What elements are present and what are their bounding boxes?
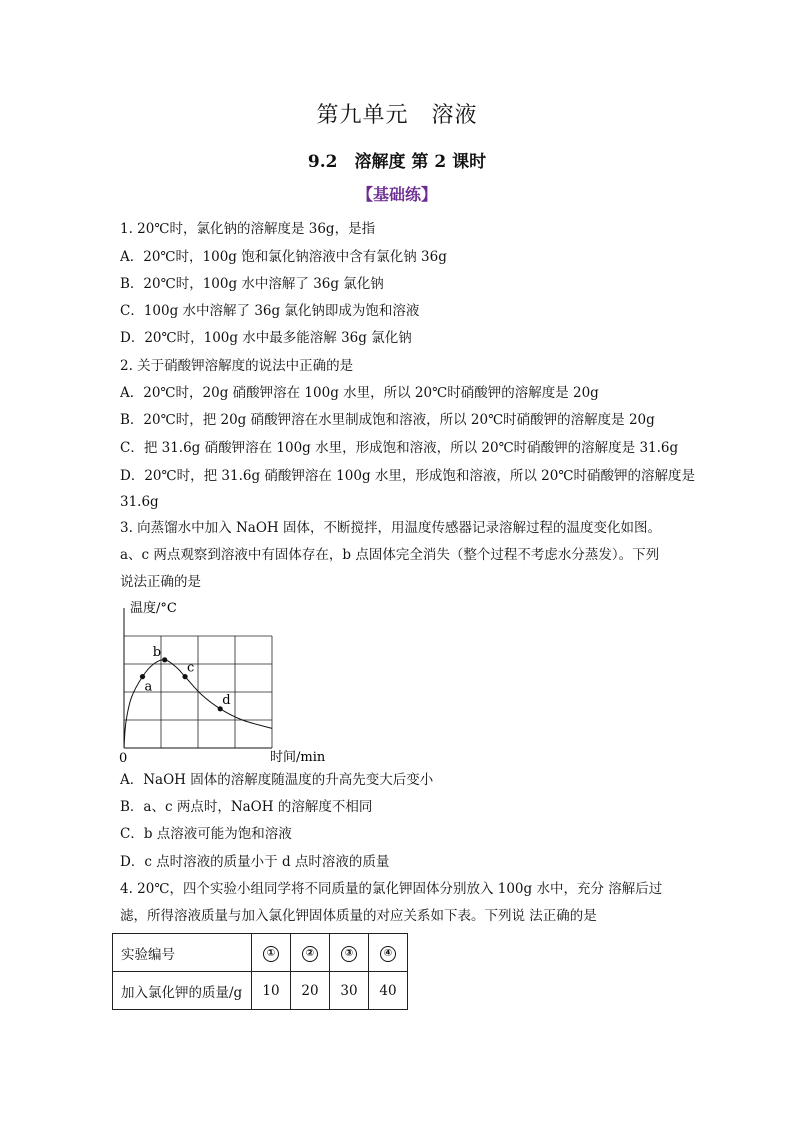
q1-option-b: B．20℃时，100g 水中溶解了 36g 氯化钠 bbox=[120, 276, 384, 292]
table-cell: 30 bbox=[330, 972, 369, 1010]
table-cell bbox=[369, 934, 408, 972]
table-cell bbox=[330, 934, 369, 972]
q4-stem-line2: 滤，所得溶液质量与加入氯化钾固体质量的对应关系如下表。下列说 法正确的是 bbox=[120, 908, 597, 924]
data-point-b bbox=[162, 657, 167, 662]
q3-option-a: A．NaOH 固体的溶解度随温度的升高先变大后变小 bbox=[120, 772, 434, 788]
q2-option-a: A．20℃时，20g 硝酸钾溶在 100g 水里，所以 20℃时硝酸钾的溶解度是 20g bbox=[120, 385, 599, 401]
q1-option-d: D．20℃时，100g 水中最多能溶解 36g 氯化钠 bbox=[120, 330, 412, 346]
experiment-number: ④ bbox=[380, 946, 396, 962]
q2-option-d: D．20℃时，把 31.6g 硝酸钾溶在 100g 水里，形成饱和溶液，所以 20℃时硝酸钾的溶解度是 bbox=[120, 468, 695, 484]
section-label: 【基础练】 bbox=[356, 185, 437, 204]
table-cell bbox=[291, 934, 330, 972]
q3-option-b: B．a、c 两点时，NaOH 的溶解度不相同 bbox=[120, 799, 373, 815]
table-cell: 加入氯化钾的质量/g bbox=[113, 972, 252, 1010]
q4-stem-line1: 4. 20℃，四个实验小组同学将不同质量的氯化钾固体分别放入 100g 水中，充分 溶解后过 bbox=[120, 881, 663, 897]
point-label-a: a bbox=[144, 679, 153, 695]
q3-option-d: D．c 点时溶液的质量小于 d 点时溶液的质量 bbox=[120, 854, 390, 870]
unit-title: 第九单元 溶液 bbox=[316, 103, 478, 128]
table-cell: 40 bbox=[369, 972, 408, 1010]
experiment-number: ③ bbox=[341, 946, 357, 962]
temperature-time-chart bbox=[118, 598, 338, 768]
table-cell: 20 bbox=[291, 972, 330, 1010]
x-axis-label: 时间/min bbox=[270, 750, 326, 765]
q3-stem-line3: 说法正确的是 bbox=[120, 574, 201, 590]
q2-option-d-cont: 31.6g bbox=[120, 494, 159, 510]
point-label-b: b bbox=[152, 644, 162, 660]
q3-option-c: C．b 点溶液可能为饱和溶液 bbox=[120, 826, 292, 842]
table-row bbox=[113, 934, 408, 972]
experiment-number: ① bbox=[263, 946, 279, 962]
q1-option-c: C．100g 水中溶解了 36g 氯化钠即成为饱和溶液 bbox=[120, 303, 420, 319]
experiment-number: ② bbox=[302, 946, 318, 962]
lesson-title: 9.2 溶解度 第 2 课时 bbox=[307, 152, 487, 172]
table-cell: 实验编号 bbox=[113, 934, 252, 972]
table-cell: 10 bbox=[252, 972, 291, 1010]
q2-option-c: C．把 31.6g 硝酸钾溶在 100g 水里，形成饱和溶液，所以 20℃时硝酸钾的溶解度是 31.6g bbox=[120, 440, 679, 456]
origin-label: 0 bbox=[119, 751, 128, 766]
point-label-d: d bbox=[222, 692, 231, 708]
table-row bbox=[113, 972, 408, 1010]
point-label-c: c bbox=[187, 660, 195, 676]
table-cell bbox=[252, 934, 291, 972]
y-axis-label: 温度/°C bbox=[130, 601, 177, 616]
q1-option-a: A．20℃时，100g 饱和氯化钠溶液中含有氯化钠 36g bbox=[120, 249, 447, 265]
q3-stem-line2: a、c 两点观察到溶液中有固体存在，b 点固体完全消失（整个过程不考虑水分蒸发）。下列 bbox=[120, 547, 660, 563]
potassium-chloride-table bbox=[112, 933, 408, 1010]
q3-stem-line1: 3. 向蒸馏水中加入 NaOH 固体，不断搅拌，用温度传感器记录溶解过程的温度变化如图。 bbox=[120, 520, 661, 536]
q1-stem: 1. 20℃时，氯化钠的溶解度是 36g，是指 bbox=[120, 221, 376, 237]
q2-stem: 2. 关于硝酸钾溶解度的说法中正确的是 bbox=[120, 358, 354, 374]
data-point-a bbox=[140, 674, 145, 679]
q2-option-b: B．20℃时，把 20g 硝酸钾溶在水里制成饱和溶液，所以 20℃时硝酸钾的溶解度是 20g bbox=[120, 412, 655, 428]
